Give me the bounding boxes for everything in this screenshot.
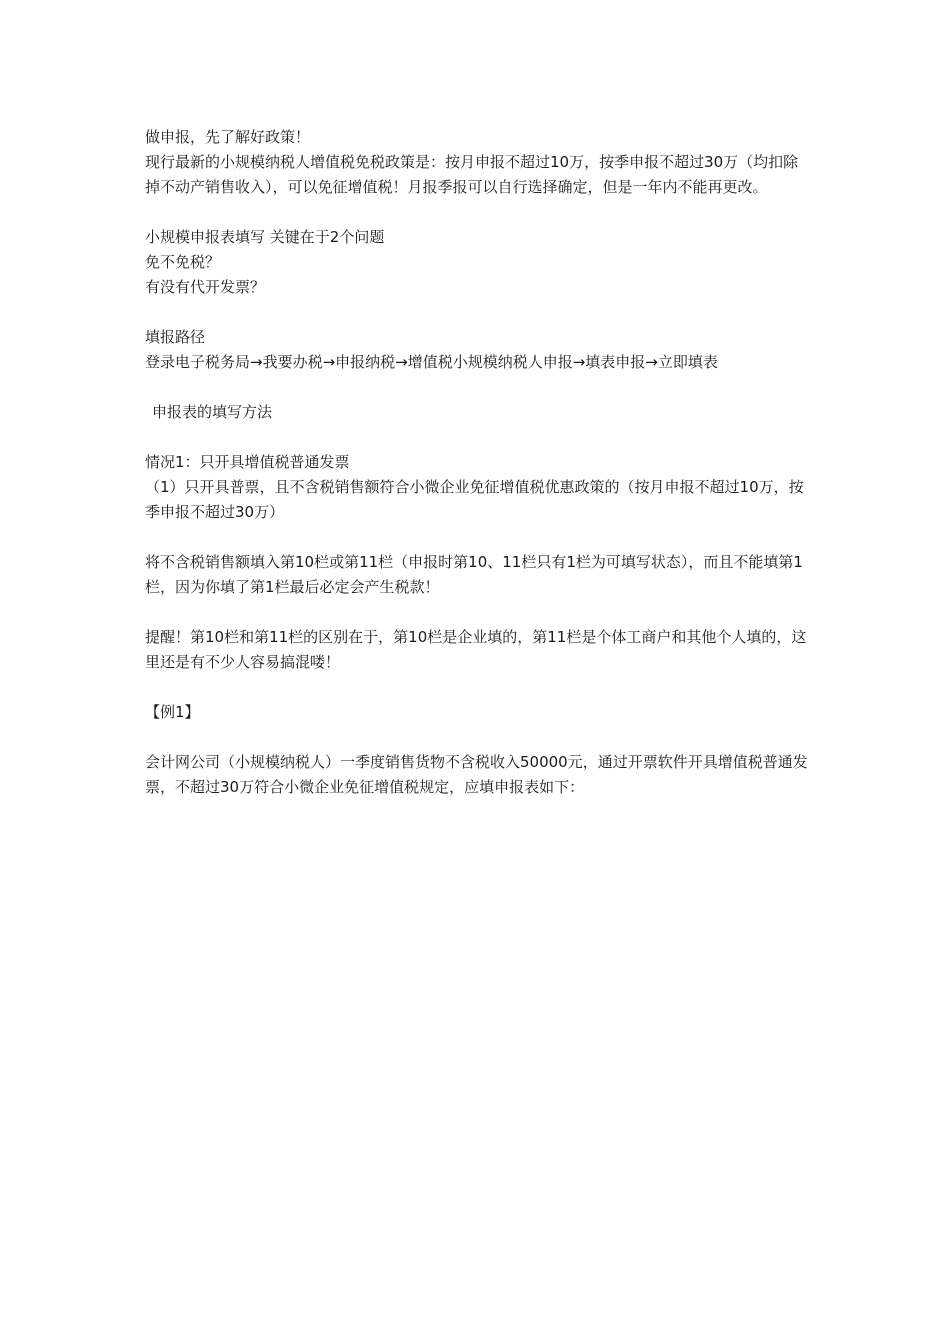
case-1-instruction: 将不含税销售额填入第10栏或第11栏（申报时第10、11栏只有1栏为可填写状态），而且不能填第1栏，因为你填了第1栏最后必定会产生税款！ <box>145 553 803 596</box>
policy-paragraph: 现行最新的小规模纳税人增值税免税政策是：按月申报不超过10万，按季申报不超过30万（均扣除掉不动产销售收入），可以免征增值税！月报季报可以自行选择确定，但是一年内不能再更改。 <box>145 153 799 196</box>
question-invoice: 有没有代开发票？ <box>145 278 266 296</box>
case-1-heading: 情况1：只开具增值税普通发票 <box>145 453 350 471</box>
document-body <box>145 125 810 800</box>
filing-path-text: 登录电子税务局→我要办税→申报纳税→增值税小规模纳税人申报→填表申报→立即填表 <box>145 353 718 371</box>
reminder-paragraph: 提醒！第10栏和第11栏的区别在于，第10栏是企业填的，第11栏是个体工商户和其他个人填的，这里还是有不少人容易搞混喽！ <box>145 628 807 671</box>
intro-heading: 做申报，先了解好政策！ <box>145 128 311 146</box>
question-exemption: 免不免税？ <box>145 253 221 271</box>
example-label: 【例1】 <box>145 703 200 721</box>
key-questions-heading: 小规模申报表填写 关键在于2个问题 <box>145 228 385 246</box>
filing-path-heading: 填报路径 <box>145 328 206 346</box>
case-1-item-1: （1）只开具普票，且不含税销售额符合小微企业免征增值税优惠政策的（按月申报不超过10万，按季申报不超过30万） <box>145 478 804 521</box>
example-paragraph: 会计网公司（小规模纳税人）一季度销售货物不含税收入50000元，通过开票软件开具增值税普通发票，不超过30万符合小微企业免征增值税规定，应填申报表如下： <box>145 753 808 796</box>
method-heading: 申报表的填写方法 <box>152 403 273 421</box>
